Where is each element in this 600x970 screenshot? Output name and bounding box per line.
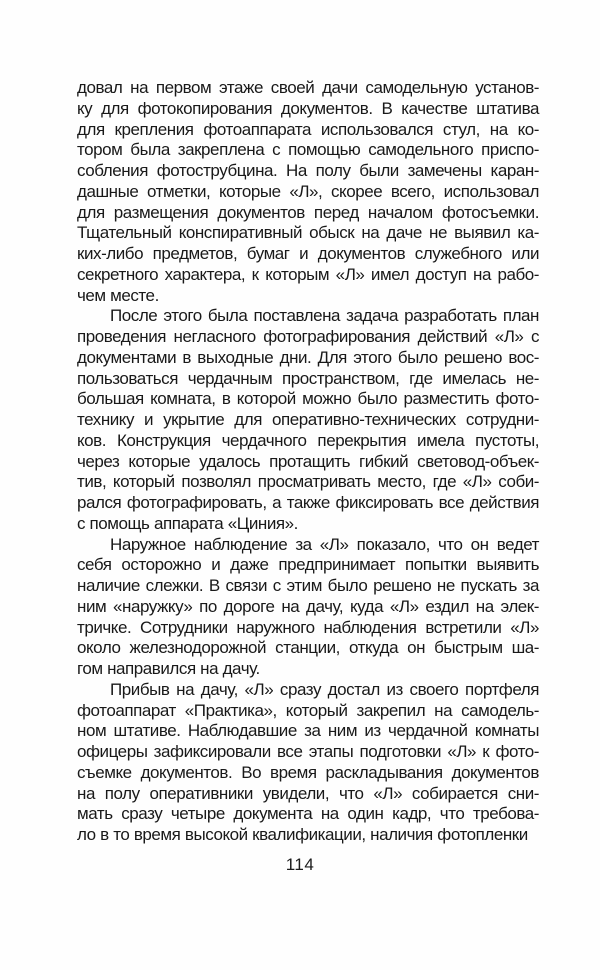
text-line: фотоаппарат «Практика», который закрепил на самодель- <box>77 700 539 720</box>
text-line: технику и укрытие для оперативно-технических сотрудни- <box>77 410 539 429</box>
text-line: большая комната, в которой можно было разместить фото- <box>77 389 539 409</box>
text-line: Прибыв на дачу, «Л» сразу достал из своего портфеля <box>110 679 539 699</box>
page-number: 114 <box>285 855 315 874</box>
text-line: секретного характера, к которым «Л» имел доступ на рабо- <box>77 264 539 284</box>
text-line: тором была закреплена с помощью самодельного приспо- <box>77 140 539 160</box>
text-line: проведения негласного фотографирования действий «Л» с <box>77 327 539 346</box>
text-line: ких-либо предметов, бумаг и документов служебного или <box>77 244 539 263</box>
text-line: на полу оперативники увидели, что «Л» собирается сни- <box>77 783 539 803</box>
text-line: наличие слежки. В связи с этим было решено не пускать за <box>77 576 539 595</box>
text-line: для крепления фотоаппарата использовался стул, на ко- <box>77 119 539 139</box>
text-line: гом направился на дачу. <box>77 659 260 678</box>
text-line: ном штативе. Наблюдавшие за ним из чердачной комнаты <box>77 721 539 741</box>
text-line: тив, который позволял просматривать место, где «Л» соби- <box>77 472 539 492</box>
text-line: офицеры зафиксировали все этапы подготовки «Л» к фото- <box>77 742 539 761</box>
text-line: довал на первом этаже своей дачи самодельную установ- <box>77 78 539 97</box>
text-line: съемке документов. Во время раскладывания документов <box>77 762 539 782</box>
text-line: документами в выходные дни. Для этого было решено вос- <box>77 347 539 367</box>
text-line: с помощь аппарата «Циния». <box>77 513 298 533</box>
text-line: чем месте. <box>77 285 159 305</box>
text-line: ним «наружку» по дороге на дачу, куда «Л» ездил на элек- <box>77 596 539 616</box>
text-line: ков. Конструкция чердачного перекрытия имела пустоты, <box>77 430 539 450</box>
text-line: Тщательный конспиративный обыск на даче не выявил ка- <box>77 223 539 243</box>
text-line: пользоваться чердачным пространством, где имелась не- <box>77 368 539 388</box>
text-line: себя осторожно и даже предпринимает попытки выявить <box>77 555 539 575</box>
body-text <box>77 78 539 846</box>
text-line: около железнодорожной станции, откуда он быстрым ша- <box>77 638 539 658</box>
text-line: ло в то время высокой квалификации, наличия фотопленки <box>77 825 528 844</box>
text-line: собления фотострубцина. На полу были замечены каран- <box>77 161 539 180</box>
text-line: дашные отметки, которые «Л», скорее всего, использовал <box>77 181 539 201</box>
text-line: через которые удалось протащить гибкий световод-объек- <box>77 451 539 471</box>
text-line: тричке. Сотрудники наружного наблюдения встретили «Л» <box>77 617 539 637</box>
text-line: мать сразу четыре документа на один кадр, что требова- <box>77 804 539 824</box>
text-line: рался фотографировать, а также фиксировать все действия <box>77 493 539 512</box>
text-line: для размещения документов перед началом фотосъемки. <box>77 202 539 222</box>
text-line: Наружное наблюдение за «Л» показало, что он ведет <box>110 534 539 554</box>
text-line: После этого была поставлена задача разработать план <box>110 306 539 326</box>
text-line: ку для фотокопирования документов. В качестве штатива <box>77 98 539 118</box>
